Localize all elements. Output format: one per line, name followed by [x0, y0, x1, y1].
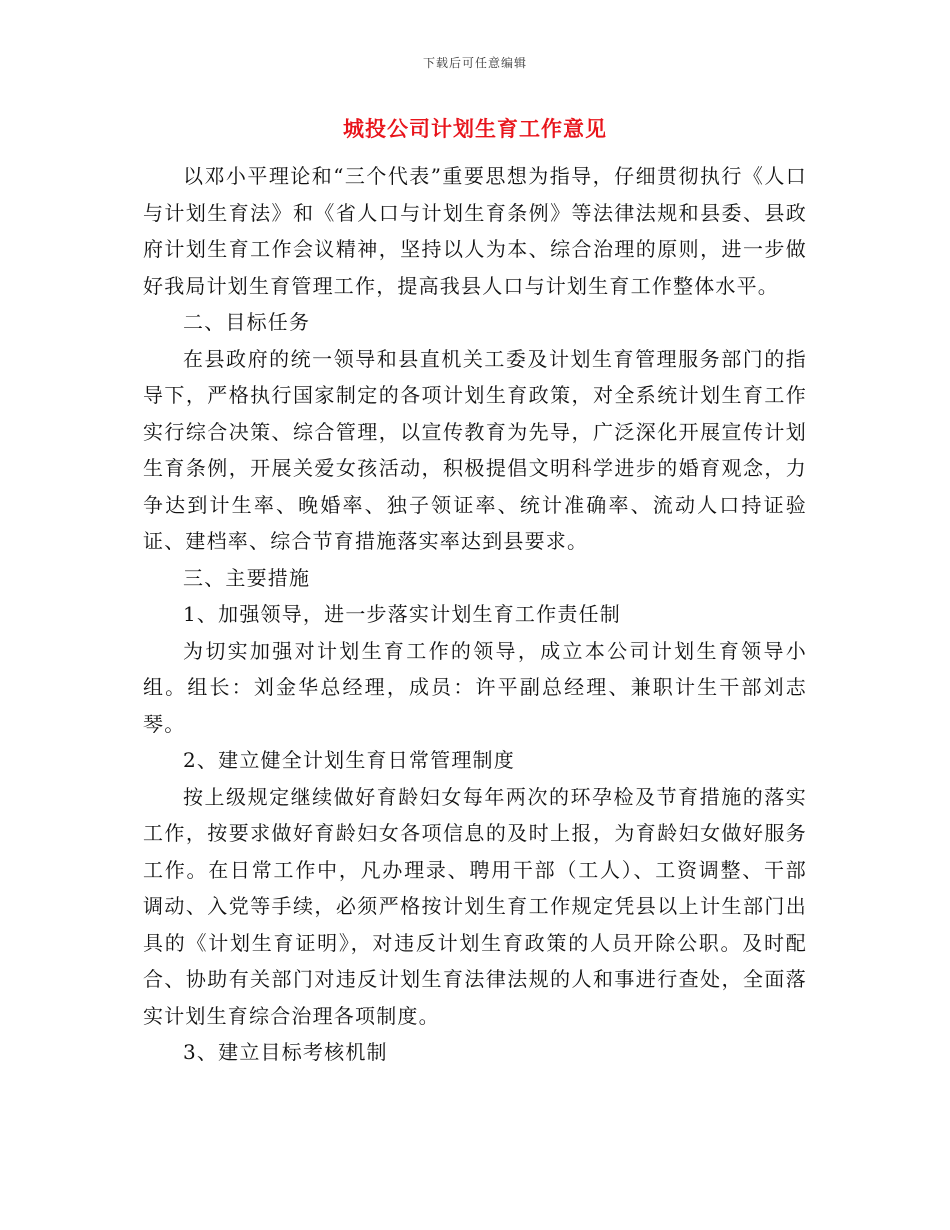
document-title: 城投公司计划生育工作意见	[343, 116, 607, 141]
header-note: 下载后可任意编辑	[422, 56, 527, 70]
document-body	[143, 158, 807, 1071]
section-heading-measures: 三、主要措施	[183, 565, 311, 590]
section-heading-targets: 二、目标任务	[183, 310, 311, 334]
item-heading-management: 2、建立健全计划生育日常管理制度	[183, 748, 515, 772]
intro-paragraph: 以邓小平理论和“三个代表”重要思想为指导，仔细贯彻执行《人口与计划生育法》和《省人口与计划生育条例》等法律法规和县委、县政府计划生育工作会议精神，坚持以人为本、综合治理的原则，进一步做好我局计划生育管理工作，提高我县人口与计划生育工作整体水平。	[143, 164, 807, 298]
targets-paragraph: 在县政府的统一领导和县直机关工委及计划生育管理服务部门的指导下，严格执行国家制定的各项计划生育政策，对全系统计划生育工作实行综合决策、综合管理，以宣传教育为先导，广泛深化开展宣传计划生育条例，开展关爱女孩活动，积极提倡文明科学进步的婚育观念，力争达到计生率、晚婚率、独子领证率、统计准确率、流动人口持证验证、建档率、综合节育措施落实率达到县要求。	[143, 346, 807, 553]
management-paragraph: 按上级规定继续做好育龄妇女每年两次的环孕检及节育措施的落实工作，按要求做好育龄妇女各项信息的及时上报，为育龄妇女做好服务工作。在日常工作中，凡办理录、聘用干部（工人）、工资调整、干部调动、入党等手续，必须严格按计划生育工作规定凭县以上计生部门出具的《计划生育证明》，对违反计划生育政策的人员开除公职。及时配合、协助有关部门对违反计划生育法律法规的人和事进行查处，全面落实计划生育综合治理各项制度。	[143, 784, 807, 1028]
item-heading-leadership: 1、加强领导，进一步落实计划生育工作责任制	[183, 602, 621, 626]
item-heading-assessment: 3、建立目标考核机制	[183, 1040, 388, 1064]
leadership-paragraph: 为切实加强对计划生育工作的领导，成立本公司计划生育领导小组。组长：刘金华总经理，成员：许平副总经理、兼职计生干部刘志琴。	[143, 638, 807, 736]
